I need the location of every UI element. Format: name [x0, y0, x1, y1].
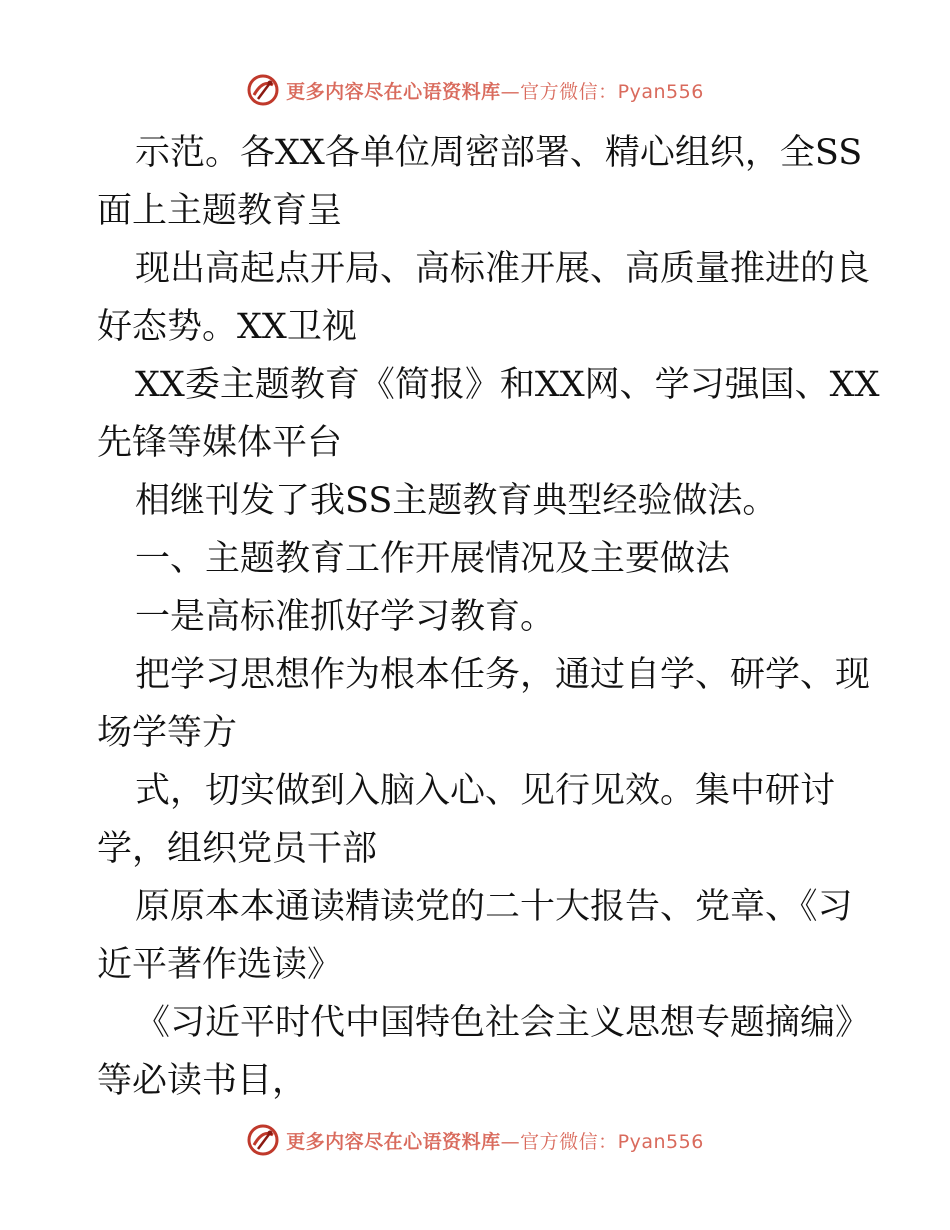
body-line: 好态势。XX卫视: [97, 307, 357, 347]
body-line: XX委主题教育《简报》和XX网、学习强国、XX: [135, 365, 880, 405]
section-heading: 一、主题教育工作开展情况及主要做法: [135, 539, 731, 579]
body-line: 现出高起点开局、高标准开展、高质量推进的良: [135, 249, 871, 289]
body-line: 把学习思想作为根本任务，通过自学、研学、现: [135, 655, 871, 695]
body-line: 等必读书目，: [97, 1061, 308, 1101]
body-line: 《习近平时代中国特色社会主义思想专题摘编》: [135, 1003, 871, 1043]
body-line: 原原本本通读精读党的二十大报告、党章、《习: [135, 887, 853, 927]
brand-logo-icon: [246, 73, 280, 107]
body-line: 相继刊发了我SS主题教育典型经验做法。: [135, 481, 778, 521]
body-line: 式，切实做到入脑入心、见行见效。集中研讨: [135, 771, 836, 811]
subsection-heading: 一是高标准抓好学习教育。: [135, 597, 556, 637]
header-banner: [0, 70, 950, 110]
body-line: 学，组织党员干部: [97, 829, 378, 869]
body-line: 面上主题教育呈: [97, 191, 343, 231]
body-line: 先锋等媒体平台: [97, 423, 343, 463]
body-line: 近平著作选读》: [97, 945, 343, 985]
document-body: [97, 124, 880, 1110]
footer-banner-text: [286, 1127, 704, 1154]
footer-banner: [0, 1120, 950, 1160]
brand-logo-icon: [246, 1123, 280, 1157]
header-banner-bold: 更多内容尽在心语资料库: [286, 80, 501, 103]
footer-banner-bold: 更多内容尽在心语资料库: [286, 1130, 501, 1153]
header-banner-inner: [246, 73, 704, 107]
body-line: 场学等方: [97, 713, 238, 753]
footer-banner-rest: —官方微信：Pyan556: [500, 1130, 704, 1153]
header-banner-text: [286, 77, 704, 104]
body-line: 示范。各XX各单位周密部署、精心组织，全SS: [135, 133, 863, 173]
header-banner-rest: —官方微信：Pyan556: [500, 80, 704, 103]
footer-banner-inner: [246, 1123, 704, 1157]
